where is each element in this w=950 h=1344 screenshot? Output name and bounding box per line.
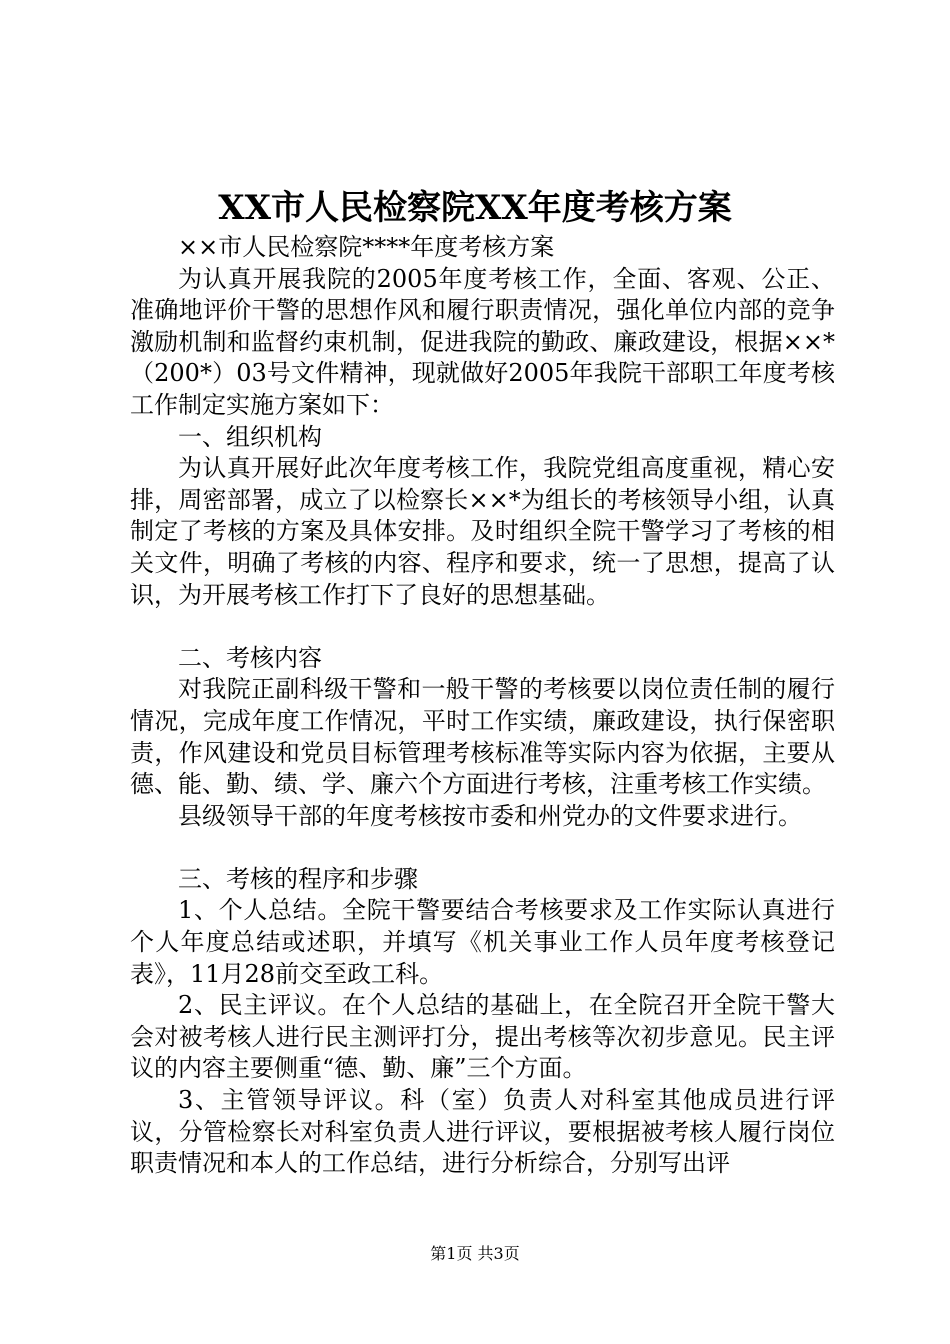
section-heading-procedure: 三、考核的程序和步骤 bbox=[178, 864, 418, 893]
procedure-step-3: 3、主管领导评议。科（室）负责人对科室其他成员进行评议，分管检察长对科室负责人进行评议，要根据被考核人履行岗位职责情况和本人的工作总结，进行分析综合，分别写出评 bbox=[130, 1086, 835, 1178]
content-paragraph: 对我院正副科级干警和一般干警的考核要以岗位责任制的履行情况，完成年度工作情况，平时工作实绩，廉政建设，执行保密职责，作风建设和党员目标管理考核标准等实际内容为依据，主要从德、能、勤、绩、学、廉六个方面进行考核，注重考核工作实绩。 bbox=[130, 675, 835, 799]
procedure-step-1: 1、个人总结。全院干警要结合考核要求及工作实际认真进行个人年度总结或述职，并填写《机关事业工作人员年度考核登记表》，11月28前交至政工科。 bbox=[130, 896, 835, 988]
subtitle-paragraph: ××市人民检察院****年度考核方案 bbox=[178, 233, 555, 261]
page-footer: 第1页 共3页 bbox=[430, 1244, 520, 1263]
organization-paragraph: 为认真开展好此次年度考核工作，我院党组高度重视，精心安排，周密部署，成立了以检察长××*为组长的考核领导小组，认真制定了考核的方案及具体安排。及时组织全院干警学习了考核的相关文件，明确了考核的内容、程序和要求，统一了思想，提高了认识，为开展考核工作打下了良好的思想基础。 bbox=[130, 454, 835, 609]
procedure-step-2: 2、民主评议。在个人总结的基础上，在全院召开全院干警大会对被考核人进行民主测评打分，提出考核等次初步意见。民主评议的内容主要侧重“德、勤、廉”三个方面。 bbox=[130, 991, 835, 1083]
document-body bbox=[130, 232, 835, 1180]
leader-paragraph: 县级领导干部的年度考核按市委和州党办的文件要求进行。 bbox=[178, 801, 802, 830]
intro-paragraph: 为认真开展我院的2005年度考核工作，全面、客观、公正、准确地评价干警的思想作风和履行职责情况，强化单位内部的竞争激励机制和监督约束机制，促进我院的勤政、廉政建设，根据××*（200*）03号文件精神，现就做好2005年我院干部职工年度考核工作制定实施方案如下： bbox=[130, 264, 835, 419]
document-title: XX市人民检察院XX年度考核方案 bbox=[218, 188, 732, 228]
section-heading-content: 二、考核内容 bbox=[178, 643, 322, 672]
section-heading-organization: 一、组织机构 bbox=[178, 422, 322, 451]
